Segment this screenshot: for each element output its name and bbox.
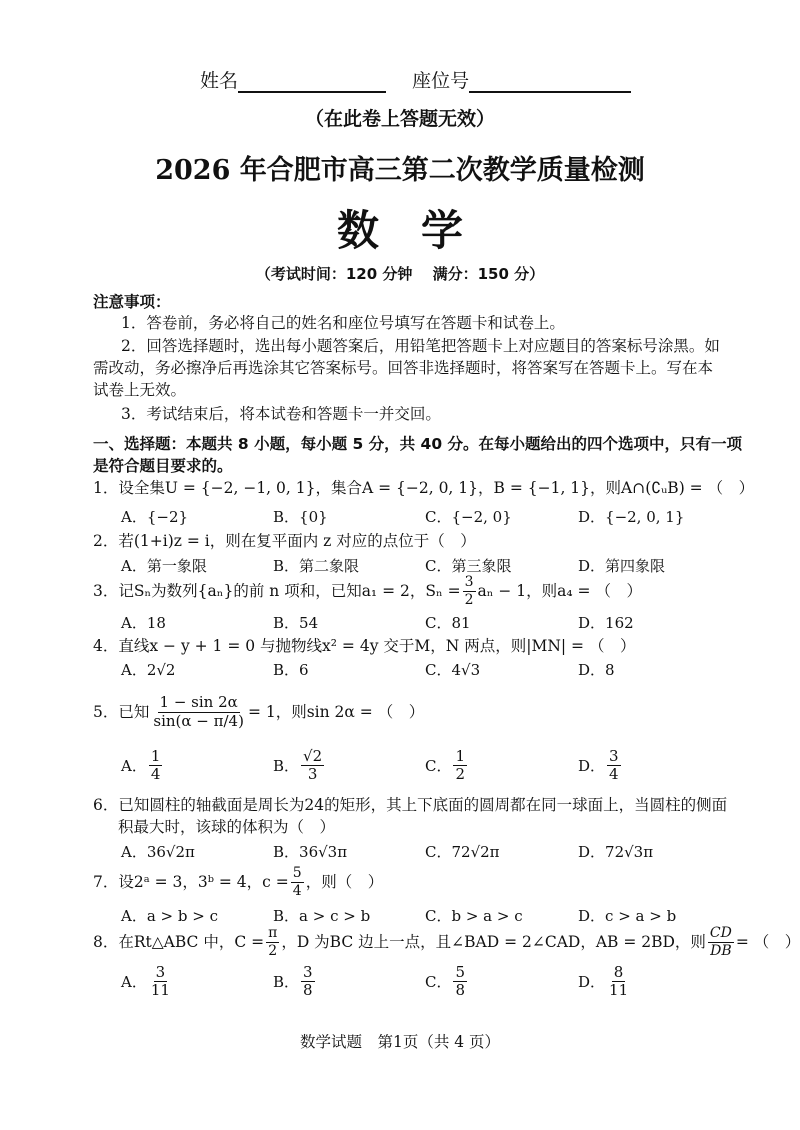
q5-option-c-num: 1	[455, 747, 466, 765]
q8-option-a-den: 11	[150, 981, 170, 1000]
q5-option-b-num: √2	[303, 747, 323, 765]
q8-option-b-frac	[301, 964, 315, 1000]
q5-frac-den: sin(α − π/4)	[153, 711, 244, 730]
q1-option-c: C．{−2, 0}	[425, 508, 512, 526]
q4-option-c: C．4√3	[425, 661, 481, 679]
q1-option-a: A．{−2}	[121, 508, 189, 526]
q1-option-b: B．{0}	[273, 508, 328, 526]
q2-option-c: C．第三象限	[425, 557, 512, 575]
name-seat-line	[200, 66, 631, 93]
notice-item-1: 1．答卷前，务必将自己的姓名和座位号填写在答题卡和试卷上。	[121, 314, 565, 332]
q8-option-d-letter: D．	[578, 973, 606, 992]
subject-title: 数 学	[336, 206, 463, 255]
q8-option-c-frac	[453, 964, 467, 1000]
q5-option-c	[425, 748, 469, 784]
notice-item-3: 3．考试结束后，将本试卷和答题卡一并交回。	[121, 405, 441, 423]
q2-option-b: B．第二象限	[273, 557, 360, 575]
q6-option-d: D．72√3π	[578, 843, 654, 861]
q8-frac2-den: DB	[710, 942, 732, 959]
q8-option-d-den: 11	[609, 981, 629, 1000]
name-label: 姓名	[200, 70, 239, 92]
q8-option-a	[121, 964, 174, 1000]
q8-text-mid: ，D 为BC 边上一点，且∠BAD = 2∠CAD，AB = 2BD，则	[281, 933, 706, 951]
q5-option-d-frac	[607, 748, 621, 784]
q5-text-post: = 1，则sin 2α = （ ）	[247, 703, 425, 721]
q5-option-a-num: 1	[150, 747, 161, 765]
q8-frac2-num: CD	[709, 925, 732, 942]
q6-option-a: A．36√2π	[121, 843, 195, 861]
q1-option-d: D．{−2, 0, 1}	[578, 508, 685, 526]
q3-option-c: C．81	[425, 614, 471, 632]
q7-text-post: ，则（ ）	[305, 873, 384, 891]
q7-frac-den: 4	[292, 882, 302, 899]
notice-item-2-line-2: 需改动，务必擦净后再选涂其它答案标号。回答非选择题时，将答案写在答题卡上。写在本	[93, 359, 714, 377]
exam-info: （考试时间：120 分钟 满分：150 分）	[255, 265, 545, 283]
q3-frac-num: 3	[464, 574, 474, 591]
q5-option-d	[578, 748, 623, 784]
q7-option-d: D．c > a > b	[578, 907, 677, 925]
question-5	[93, 682, 424, 742]
q3-frac-den: 2	[464, 591, 474, 608]
q7-text-pre: 7．设2ᵃ = 3，3ᵇ = 4，c =	[93, 873, 289, 891]
q8-fraction-2	[708, 925, 734, 958]
q4-option-d: D．8	[578, 661, 615, 679]
q5-option-d-num: 3	[609, 747, 619, 765]
q6-option-b: B．36√3π	[273, 843, 348, 861]
invalid-note: （在此卷上答题无效）	[304, 108, 495, 130]
q4-option-a: A．2√2	[121, 661, 176, 679]
question-8	[93, 922, 800, 962]
q7-option-c: C．b > a > c	[425, 907, 523, 925]
q8-option-d-frac	[607, 964, 630, 1000]
notice-heading: 注意事项：	[93, 293, 171, 311]
q3-option-b: B．54	[273, 614, 319, 632]
q8-option-d-num: 8	[613, 963, 624, 981]
q7-frac-num: 5	[292, 865, 302, 882]
q5-option-d-den: 4	[609, 765, 619, 784]
exam-title: 2026 年合肥市高三第二次教学质量检测	[155, 155, 645, 186]
q8-option-b	[273, 964, 317, 1000]
q8-option-b-num: 3	[303, 963, 313, 981]
question-6-line-2: 积最大时，该球的体积为（ ）	[118, 818, 336, 836]
q8-option-c	[425, 964, 469, 1000]
q2-option-a: A．第一象限	[121, 557, 207, 575]
q8-option-c-num: 5	[455, 963, 466, 981]
q7-option-a: A．a > b > c	[121, 907, 218, 925]
question-3	[93, 573, 642, 609]
q5-option-b-den: 3	[307, 765, 318, 784]
q4-option-b: B．6	[273, 661, 309, 679]
q3-text-post: aₙ − 1，则a₄ = （ ）	[477, 582, 642, 600]
question-6-line-1: 6．已知圆柱的轴截面是周长为24的矩形，其上下底面的圆周都在同一球面上，当圆柱的侧面	[93, 796, 728, 814]
question-2: 2．若(1+i)z = i，则在复平面内 z 对应的点位于（ ）	[93, 532, 476, 550]
seat-blank	[469, 73, 631, 93]
question-4: 4．直线x − y + 1 = 0 与抛物线x² = 4y 交于M，N 两点，则|MN| = （ ）	[93, 637, 636, 655]
q8-text-pre: 8．在Rt△ABC 中，C =	[93, 933, 265, 951]
q8-text-post: = （ ）	[735, 933, 800, 951]
q5-option-c-letter: C．	[425, 757, 452, 776]
q8-frac1-den: 2	[268, 942, 278, 959]
question-7	[93, 862, 383, 902]
page-footer: 数学试题 第1页（共 4 页）	[299, 1033, 501, 1051]
q8-option-d	[578, 964, 632, 1000]
q8-fraction-1	[266, 925, 279, 958]
q5-option-a-frac	[149, 748, 163, 784]
q8-option-b-letter: B．	[273, 973, 300, 992]
q5-option-b	[273, 748, 326, 784]
q8-option-a-num: 3	[155, 963, 166, 981]
q5-option-b-letter: B．	[273, 757, 300, 776]
q5-option-b-frac	[301, 748, 324, 784]
name-blank	[238, 73, 386, 93]
q5-option-a-letter: A．	[121, 757, 147, 776]
question-1: 1．设全集U = {−2, −1, 0, 1}，集合A = {−2, 0, 1}，B = {−1, 1}，则A∩(∁ᵤB) = （ ）	[93, 479, 755, 497]
seat-label: 座位号	[412, 70, 470, 92]
q3-option-d: D．162	[578, 614, 634, 632]
section-heading-line-2: 是符合题目要求的。	[93, 457, 233, 475]
q3-text-pre: 3．记Sₙ为数列{aₙ}的前 n 项和，已知a₁ = 2，Sₙ =	[93, 582, 461, 600]
q5-text-pre: 5．已知	[93, 703, 150, 721]
q7-fraction	[291, 865, 304, 898]
notice-item-2-line-3: 试卷上无效。	[93, 381, 187, 399]
q3-option-a: A．18	[121, 614, 166, 632]
q8-option-c-letter: C．	[425, 973, 452, 992]
q8-option-a-letter: A．	[121, 973, 147, 992]
q3-fraction	[463, 574, 476, 607]
q8-option-a-frac	[149, 964, 172, 1000]
q5-option-c-den: 2	[455, 765, 466, 784]
q6-option-c: C．72√2π	[425, 843, 500, 861]
q7-option-b: B．a > c > b	[273, 907, 371, 925]
section-heading-line-1: 一、选择题：本题共 8 小题，每小题 5 分，共 40 分。在每小题给出的四个选项中，只有一项	[93, 435, 743, 453]
notice-item-2-line-1: 2．回答选择题时，选出每小题答案后，用铅笔把答题卡上对应题目的答案标号涂黑。如	[121, 337, 720, 355]
q8-frac1-num: π	[268, 925, 278, 942]
q2-option-d: D．第四象限	[578, 557, 666, 575]
q8-option-c-den: 8	[455, 981, 466, 1000]
q5-option-c-frac	[453, 748, 467, 784]
q5-fraction	[151, 694, 246, 730]
q8-option-b-den: 8	[303, 981, 313, 1000]
q5-option-a-den: 4	[150, 765, 161, 784]
q5-frac-num: 1 − sin 2α	[159, 693, 238, 712]
q5-option-a	[121, 748, 164, 784]
q5-option-d-letter: D．	[578, 757, 606, 776]
